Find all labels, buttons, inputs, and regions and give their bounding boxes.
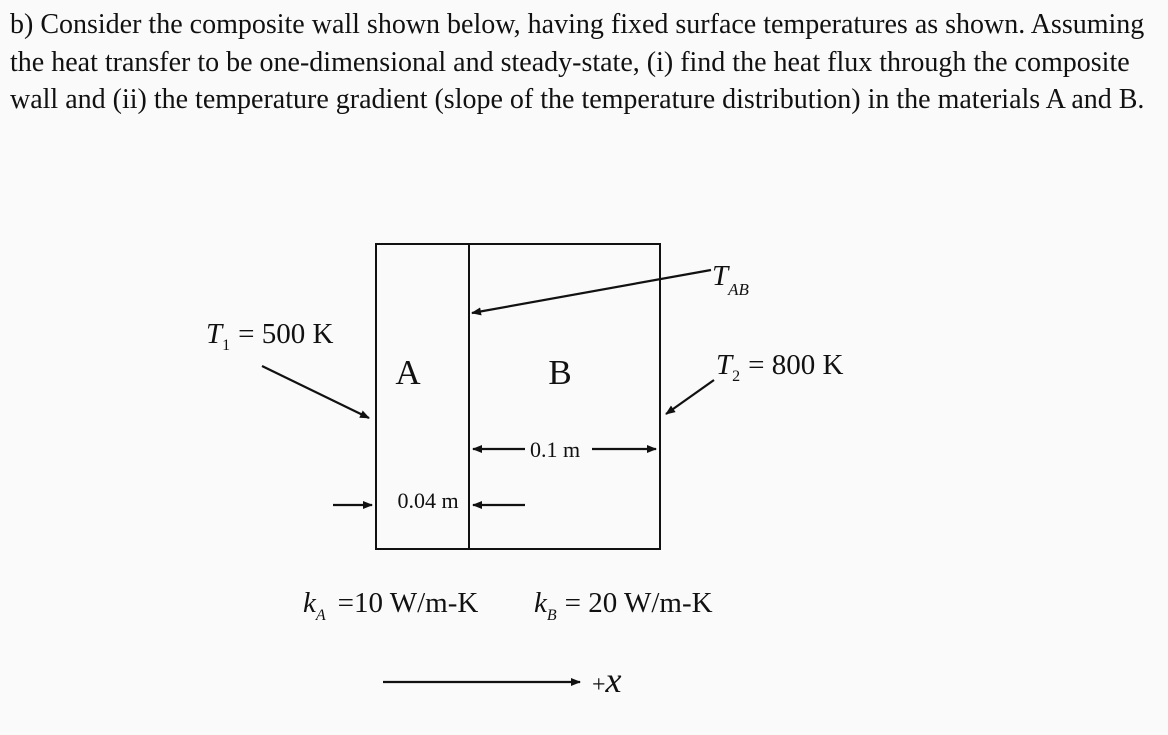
kb-subscript: B	[546, 607, 557, 624]
t1-label	[206, 318, 333, 354]
ka-label	[303, 587, 478, 624]
t-ab-subscript: AB	[728, 280, 749, 299]
t1-symbol: T	[206, 318, 223, 350]
thickness-a-label: 0.04 m	[397, 488, 459, 513]
t-ab-arrow	[472, 270, 711, 313]
t1-subscript: 1	[222, 337, 231, 354]
x-direction-sign: +	[592, 672, 606, 698]
t2-label	[716, 349, 843, 385]
ka-value: =10 W/m-K	[337, 587, 479, 619]
material-b-label: B	[548, 353, 572, 392]
problem-statement: b) Consider the composite wall shown below, having fixed surface temperatures as shown. Assuming the heat transfer to be one-dimensional and steady-state, (i) find the heat flux through the composite wall and (ii) the temperature gradient (slope of the temperature distribution) in the materials A and B.	[10, 9, 1145, 115]
x-direction-symbol: x	[605, 660, 622, 700]
t2-subscript: 2	[732, 368, 741, 385]
ka-subscript: A	[315, 607, 326, 624]
t2-arrow	[666, 380, 714, 414]
material-a-label: A	[395, 353, 421, 392]
kb-value: = 20 W/m-K	[564, 587, 713, 619]
t-ab-symbol: T	[712, 260, 729, 292]
t1-arrow	[262, 366, 369, 418]
x-direction-label	[592, 660, 622, 700]
ka-symbol: k	[303, 587, 316, 619]
t2-symbol: T	[716, 349, 733, 381]
t1-value: = 500 K	[238, 318, 334, 350]
kb-symbol: k	[534, 587, 547, 619]
t2-value: = 800 K	[748, 349, 844, 381]
t-ab-label	[712, 260, 750, 299]
thickness-b-label: 0.1 m	[529, 437, 581, 462]
kb-label	[534, 587, 713, 624]
